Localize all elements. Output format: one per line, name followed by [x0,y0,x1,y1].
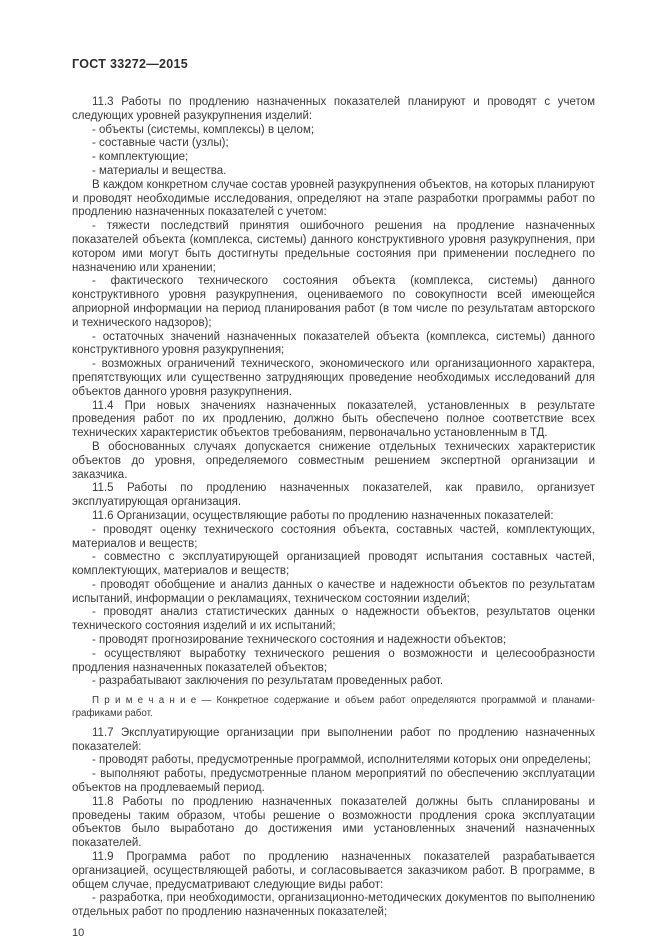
paragraph: - материалы и вещества. [92,164,227,177]
paragraph: - объекты (системы, комплексы) в целом; [92,123,315,136]
document-body [72,96,595,920]
paragraph: В обоснованных случаях допускается снижение отдельных технических характеристик объектов до уровня, определяемого совместным решением экспертной организации и заказчика. [72,440,595,481]
paragraph: - проводят прогнозирование технического состояния и надежности объектов; [92,634,507,647]
paragraph: - совместно с эксплуатирующей организацией проводят испытания составных частей, комплектующих, материалов и веществ; [72,551,595,578]
paragraph: - проводят обобщение и анализ данных о качестве и надежности объектов по результатам испытаний, информации о рекламациях, техническом состоянии изделий; [72,578,595,605]
paragraph: 11.6 Организации, осуществляющие работы по продлению назначенных показателей: [92,509,554,522]
paragraph: 11.5 Работы по продлению назначенных показателей, как правило, организует эксплуатирующая организация. [72,482,595,509]
page-number: 10 [72,927,85,940]
paragraph: - возможных ограничений технического, экономического или организационного характера, препятствующих или существенно затрудняющих проведение необходимых исследований для объектов данного уровня разукрупнения. [72,358,595,398]
paragraph: - проводят анализ статистических данных о надежности объектов, результатов оценки технического состояния изделий и их испытаний; [72,606,595,633]
paragraph: В каждом конкретном случае состав уровней разукрупнения объектов, на которых планируют и проводят необходимые исследования, определяют на этапе разработки программы работ по продлению назначенных показателей с учетом: [72,178,595,219]
paragraph: - тяжести последствий принятия ошибочного решения на продление назначенных показателей объекта (комплекса, системы) данного конструктивного уровня разукрупнения, при котором ими могут быть достигнуты предельные состояния при применении последнего по назначению или хранении; [72,220,595,274]
paragraph: - проводят оценку технического состояния объекта, составных частей, комплектующих, материалов и веществ; [72,523,595,550]
paragraph: - проводят работы, предусмотренные программой, исполнителями которых они определены; [92,754,591,767]
paragraph: - комплектующие; [92,151,189,164]
paragraph: 11.9 Программа работ по продлению назначенных показателей разрабатывается организацией, осуществляющей работы, и согласовывается заказчиком работ. В программе, в общем случае, предусматривают следующие виды работ: [72,851,595,891]
standard-title: ГОСТ 33272—2015 [72,57,189,71]
paragraph: 11.3 Работы по продлению назначенных показателей планируют и проводят с учетом следующих уровней разукрупнения изделий: [72,96,595,122]
paragraph: - остаточных значений назначенных показателей объекта (комплекса, системы) данного конструктивного уровня разукрупнения; [72,330,595,357]
paragraph: - выполняют работы, предусмотренные планом мероприятий по обеспечению эксплуатации объектов на продлеваемый период. [72,768,595,795]
paragraph: - фактического технического состояния объекта (комплекса, системы) данного конструктивного уровня разукрупнения, оцениваемого по совокупности всей имеющейся априорной информации на период планирования работ (в том числе по результатам авторского и технического надзоров); [72,275,595,329]
paragraph: - осуществляют выработку технического решения о возможности и целесообразности продления назначенных показателей объектов; [72,647,595,674]
paragraph: - составные части (узлы); [92,137,229,150]
paragraph: - разработка, при необходимости, организационно-методических документов по выполнению отдельных работ по продлению назначенных показателей; [72,892,595,919]
paragraph: 11.7 Эксплуатирующие организации при выполнении работ по продлению назначенных показателей: [72,726,595,753]
paragraph: - разрабатывают заключения по результатам проведенных работ. [92,675,444,688]
note-paragraph: П р и м е ч а н и е — Конкретное содержание и объем работ определяются программой и планами-графиками работ. [72,695,595,719]
paragraph: 11.4 При новых значениях назначенных показателей, установленных в результате проведения работ по их продлению, должно быть обеспечено полное соответствие всех технических характеристик объектов требованиям, первоначально установленным в ТД. [72,399,595,440]
paragraph: 11.8 Работы по продлению назначенных показателей должны быть спланированы и проведены таким образом, чтобы решение о возможности продления срока эксплуатации объектов было выработано до достижения ими установленных значений назначенных показателей. [72,795,595,850]
